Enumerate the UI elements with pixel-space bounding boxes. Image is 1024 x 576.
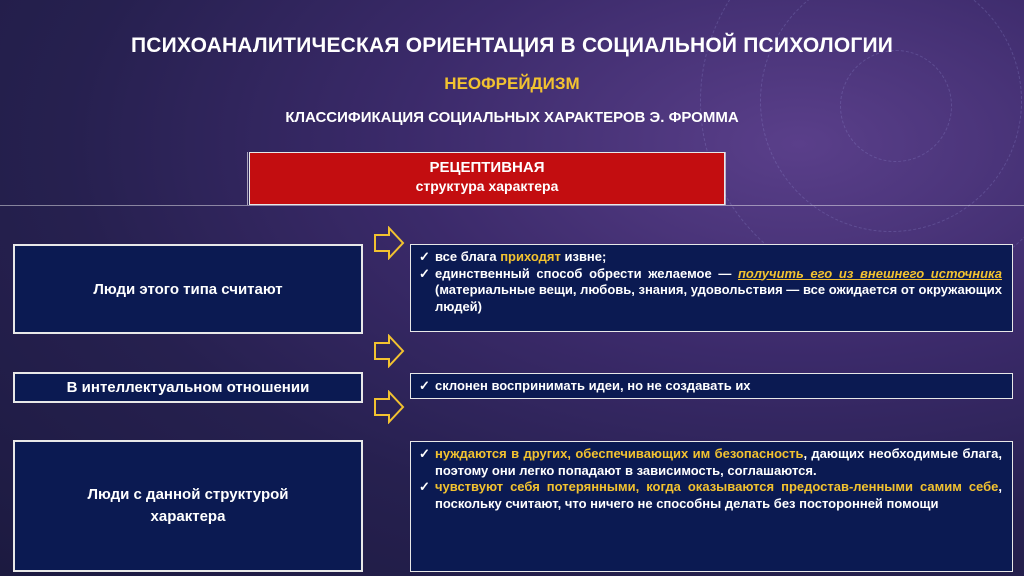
item-highlight: приходят: [500, 249, 561, 264]
row-description-box: [410, 441, 1013, 572]
page-subtitle: НЕОФРЕЙДИЗМ: [444, 74, 580, 93]
item-text: (материальные вещи, любовь, знания, удовольствия — все ожидается от окружающих людей): [435, 282, 1002, 314]
item-text: все блага: [435, 249, 501, 264]
page-title: ПСИХОАНАЛИТИЧЕСКАЯ ОРИЕНТАЦИЯ В СОЦИАЛЬНОЙ ПСИХОЛОГИИ: [130, 34, 894, 57]
list-item: [419, 446, 1002, 479]
list-item: [419, 378, 1002, 395]
item-text: , поскольку считают, что ничего не способны делать без посторонней помощи: [435, 479, 1002, 511]
item-highlight: чувствуют себя потерянными, когда оказываются предостав-ленными самим себе: [435, 479, 999, 494]
row-label-box: [13, 440, 363, 572]
item-text: склонен воспринимать идеи, но не создавать их: [435, 378, 751, 393]
row-label: Люди этого типа считают: [93, 280, 283, 298]
row-description-box: [410, 373, 1013, 399]
divider: [0, 205, 1024, 206]
item-text: , дающих необходимые блага, поэтому они легко попадают в зависимость, соглашаются.: [435, 446, 1002, 478]
item-text: единственный способ обрести желаемое —: [435, 265, 738, 281]
list-item: [419, 266, 1002, 316]
item-text: извне;: [560, 249, 607, 264]
right-arrow-icon: [373, 226, 405, 260]
list-item: [419, 249, 1002, 266]
divider: [247, 152, 248, 205]
row-label-box: [13, 372, 363, 403]
divider: [725, 152, 726, 205]
row-label-box: [13, 244, 363, 334]
background-circle: [840, 50, 952, 162]
item-highlight: получить его из внешнего источника: [737, 265, 1002, 281]
check-icon: ✓: [419, 446, 430, 461]
check-icon: ✓: [419, 479, 430, 494]
right-arrow-icon: [373, 390, 405, 424]
row-description-box: [410, 244, 1013, 332]
row-label: Люди с данной структурой характера: [87, 486, 289, 525]
check-icon: ✓: [419, 378, 430, 393]
list-item: [419, 479, 1002, 512]
check-icon: ✓: [419, 265, 430, 281]
section-heading: КЛАССИФИКАЦИЯ СОЦИАЛЬНЫХ ХАРАКТЕРОВ Э. ФРОММА: [285, 109, 739, 126]
character-type-box: [249, 152, 725, 205]
character-type-caption: структура характера: [415, 178, 559, 194]
check-icon: ✓: [419, 249, 430, 264]
right-arrow-icon: [373, 334, 405, 368]
character-type-title: РЕЦЕПТИВНАЯ: [429, 159, 545, 176]
row-label: В интеллектуальном отношении: [66, 379, 310, 396]
item-highlight: нуждаются в других, обеспечивающих им безопасность: [435, 446, 804, 461]
